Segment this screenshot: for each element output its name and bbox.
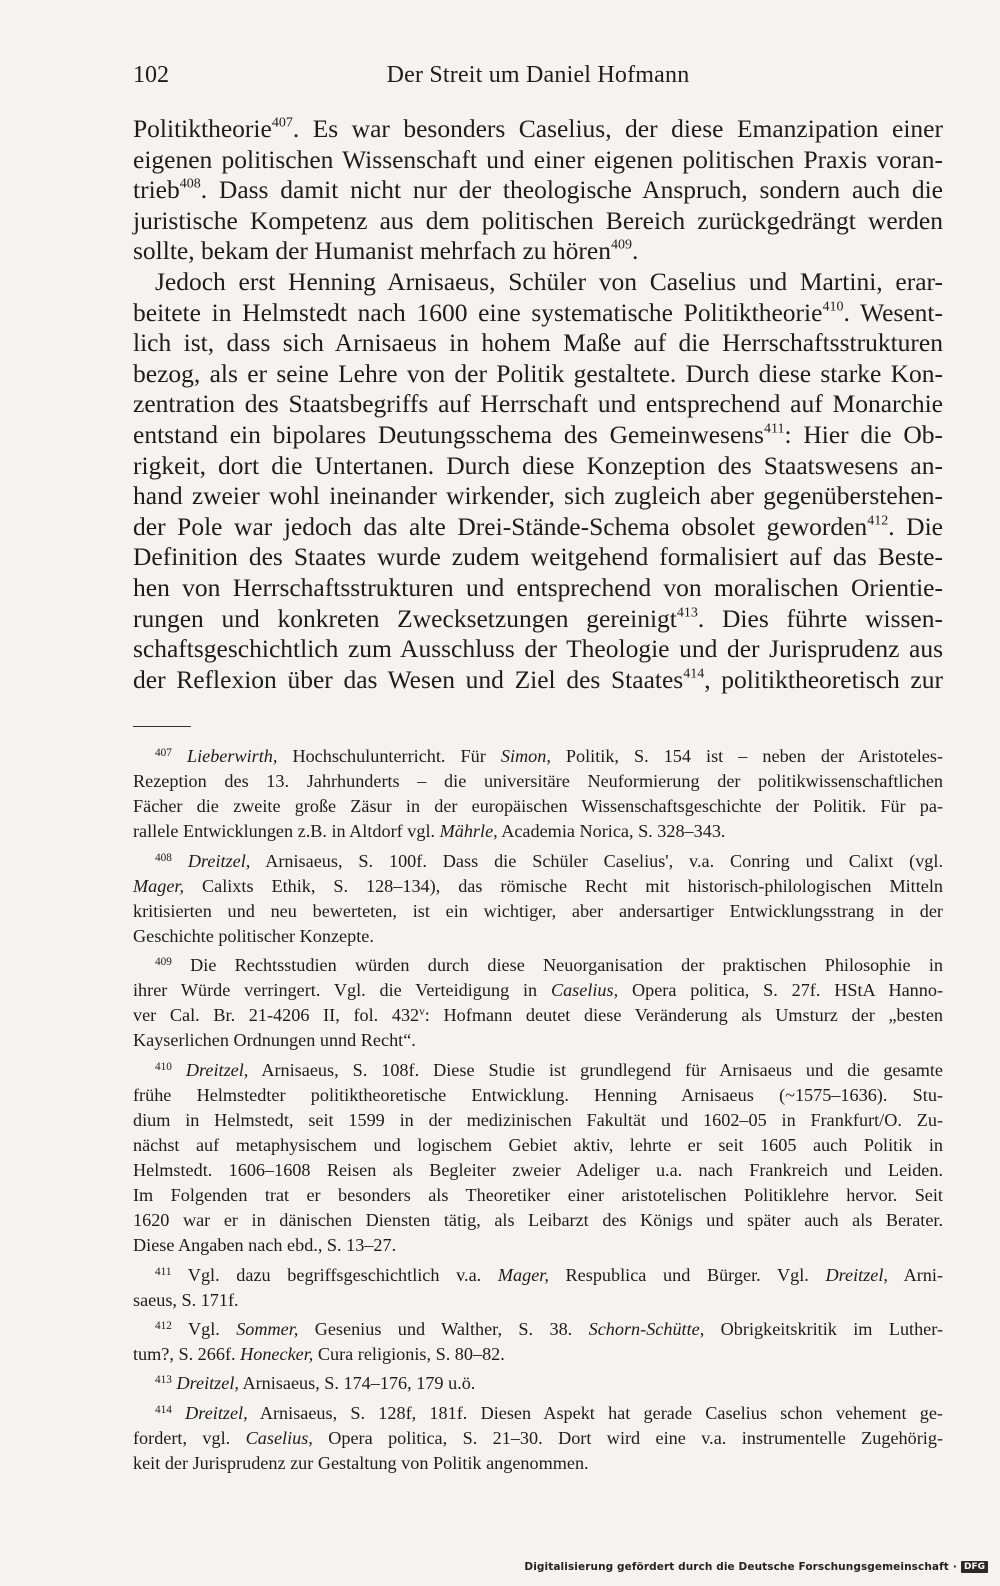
footnote-line: nächst auf metaphysischem und logischem Gebiet aktiv, lehrte er seit 1605 auch Politik in: [133, 1134, 943, 1155]
body-line: eigenen politischen Wissenschaft und einer eigenen politischen Praxis voran-: [133, 144, 943, 174]
author-name: Schorn-Schütte,: [588, 1319, 705, 1339]
body-line: entstand ein bipolares Deutungsschema des Gemeinwesens$^{411}$: Hier die Ob-: [133, 419, 943, 449]
body-line: bezog, als er seine Lehre von der Politik gestaltete. Durch diese starke Kon-: [133, 358, 943, 388]
body-line: rungen und konkreten Zwecksetzungen gereinigt$^{413}$. Dies führte wissen-: [133, 603, 943, 633]
body-line: beitete in Helmstedt nach 1600 eine systematische Politiktheorie$^{410}$. Wesent-: [133, 297, 943, 327]
footnote-marker: 412: [867, 513, 889, 529]
footnote-separator: [133, 726, 191, 727]
running-head: Der Streit um Daniel Hofmann: [386, 62, 690, 88]
footnote-line: 1620 war er in dänischen Diensten tätig, als Leibarzt des Königs und später auch als Berater.: [133, 1210, 943, 1231]
footnote-line: Diese Angaben nach ebd., S. 13–27.: [133, 1235, 397, 1256]
dfg-footer: [524, 1558, 988, 1576]
footnote-line: $^{414}$ Dreitzel, Arnisaeus, S. 128f, 181f. Diesen Aspekt hat gerade Caselius schon vehement ge-: [155, 1402, 943, 1423]
footnote-number: 414: [155, 1403, 172, 1416]
footnote-line: $^{412}$ Vgl. Sommer, Gesenius und Walther, S. 38. Schorn-Schütte, Obrigkeitskritik im Luther-: [155, 1319, 944, 1339]
footnote-line: $^{410}$ Dreitzel, Arnisaeus, S. 108f. Diese Studie ist grundlegend für Arnisaeus und die gesamte: [155, 1059, 943, 1080]
footnote-line: tum?, S. 266f. Honecker, Cura religionis, S. 80–82.: [133, 1344, 505, 1365]
dfg-separator: ·: [952, 1561, 957, 1573]
page-number: 102: [133, 62, 169, 88]
footnote-line: saeus, S. 171f.: [133, 1289, 239, 1310]
body-line: lich ist, dass sich Arnisaeus in hohem Maße auf die Herrschaftsstrukturen: [133, 328, 943, 358]
body-line: sollte, bekam der Humanist mehrfach zu hören$^{409}$.: [133, 236, 639, 266]
footnote-marker: 411: [763, 421, 785, 437]
footnote-number: 412: [155, 1319, 172, 1332]
footnotes: [133, 744, 943, 1476]
body-line: trieb$^{408}$. Dass damit nicht nur der theologische Anspruch, sondern auch die: [133, 175, 943, 205]
footnote-line: keit der Jurisprudenz zur Gestaltung von Politik angenommen.: [133, 1452, 589, 1473]
body-line: Jedoch erst Henning Arnisaeus, Schüler von Caselius und Martini, erar-: [155, 266, 943, 296]
footnote-line: Fächer die zweite große Zäsur in der europäischen Wissenschaftsgeschichte der Politik. Für pa-: [133, 796, 943, 817]
author-name: Lieberwirth,: [186, 746, 278, 766]
footnote-line: rallele Entwicklungen z.B. in Altdorf vgl. Mährle, Academia Norica, S. 328–343.: [133, 821, 726, 842]
author-name: Dreitzel,: [187, 850, 251, 871]
body-line: Definition des Staates wurde zudem weitgehend formalisiert auf das Beste-: [133, 542, 943, 572]
footnote-line: kritisierten und neu bewerteten, ist ein wichtiger, aber andersartiger Entwicklungsstrang in der: [133, 900, 943, 921]
author-name: Mager,: [133, 875, 185, 896]
author-name: Simon,: [500, 746, 551, 766]
footnote-line: Im Folgenden trat er besonders als Theoretiker einer aristotelischen Politiklehre hervor. Seit: [133, 1185, 943, 1206]
footnote-marker: 414: [683, 666, 705, 682]
footnote-line: Mager, Calixts Ethik, S. 128–134), das römische Recht mit historisch-philologischen Mitteln: [133, 875, 943, 896]
footnote-line: Geschichte politischer Konzepte.: [133, 925, 374, 946]
author-name: Sommer,: [236, 1319, 299, 1339]
footnote-line: ver Cal. Br. 21-4206 II, fol. 432$^v$: Hofmann deutet diese Veränderung als Umsturz der „besten: [133, 1005, 943, 1026]
author-name: Dreitzel,: [176, 1373, 239, 1394]
footnote-line: $^{407}$ Lieberwirth, Hochschulunterricht. Für Simon, Politik, S. 154 ist – neben der Aristoteles-: [155, 746, 943, 766]
author-name: Honecker,: [240, 1344, 314, 1365]
footnote-number: 408: [155, 851, 172, 864]
footnote-line: Kayserlichen Ordnungen unnd Recht“.: [133, 1030, 416, 1051]
footnote-line: Rezeption des 13. Jahrhunderts – die universitäre Neuformierung der politikwissenschaftlichen: [133, 771, 943, 792]
body-line: der Reflexion über das Wesen und Ziel des Staates$^{414}$, politiktheoretisch zur: [133, 664, 943, 694]
dfg-logo: DFG: [961, 1561, 988, 1573]
author-name: Caselius,: [550, 980, 619, 1001]
body-line: schaftsgeschichtlich zum Ausschluss der Theologie und der Jurisprudenz aus: [133, 634, 943, 664]
author-name: Dreitzel,: [825, 1264, 888, 1285]
body-line: der Pole war jedoch das alte Drei-Stände-Schema obsolet geworden$^{412}$. Die: [133, 511, 943, 541]
body-line: zentration des Staatsbegriffs auf Herrschaft und entsprechend auf Monarchie: [133, 389, 943, 419]
footnote-line: $^{409}$ Die Rechtsstudien würden durch diese Neuorganisation der praktischen Philosophie in: [155, 955, 943, 976]
footnote-marker: 407: [271, 115, 293, 131]
author-name: Mager,: [497, 1264, 549, 1285]
footnote-line: $^{413}$ Dreitzel, Arnisaeus, S. 174–176, 179 u.ö.: [155, 1373, 476, 1394]
footnote-marker: 413: [676, 604, 698, 620]
footnote-line: frühe Helmstedter politiktheoretische Entwicklung. Henning Arnisaeus (~1575–1636). Stu-: [133, 1084, 943, 1105]
author-name: Mährle,: [439, 821, 498, 842]
footnote-line: dium in Helmstedt, seit 1599 in der medizinischen Fakultät und 1602–05 in Frankfurt/O. Zu-: [133, 1109, 943, 1130]
author-name: Caselius,: [245, 1427, 313, 1448]
footnote-number: 413: [155, 1374, 172, 1387]
author-name: Dreitzel,: [185, 1059, 249, 1080]
footnote-number: 411: [155, 1265, 172, 1278]
footnote-marker: 408: [179, 176, 201, 192]
body-line: hen von Herrschaftsstrukturen und entsprechend von moralischen Orientie-: [133, 572, 943, 602]
footnote-number: 407: [155, 746, 172, 759]
footnote-number: v: [419, 1006, 425, 1019]
body-line: hand zweier wohl ineinander wirkender, sich zugleich aber gegenüberstehen-: [133, 481, 943, 511]
footnote-line: $^{408}$ Dreitzel, Arnisaeus, S. 100f. Dass die Schüler Caselius', v.a. Conring und Calixt (vgl.: [155, 850, 943, 871]
page-header: [133, 62, 943, 96]
footnote-number: 409: [155, 955, 172, 968]
footnote-marker: 409: [610, 237, 632, 253]
footnote-line: ihrer Würde verringert. Vgl. die Verteidigung in Caselius, Opera politica, S. 27f. HStA Hanno-: [133, 980, 944, 1001]
dfg-credit: Digitalisierung gefördert durch die Deutsche Forschungsgemeinschaft: [524, 1561, 949, 1573]
body-line: Politiktheorie$^{407}$. Es war besonders Caselius, der diese Emanzipation einer: [133, 114, 943, 143]
footnote-line: $^{411}$ Vgl. dazu begriffsgeschichtlich v.a. Mager, Respublica und Bürger. Vgl. Dreitzel, Arni-: [155, 1264, 943, 1285]
author-name: Dreitzel,: [185, 1402, 248, 1423]
body-text: [133, 114, 943, 695]
footnote-marker: 410: [822, 299, 844, 315]
footnote-line: fordert, vgl. Caselius, Opera politica, S. 21–30. Dort wird eine v.a. instrumentelle Zugehörig-: [133, 1427, 943, 1448]
footnote-line: Helmstedt. 1606–1608 Reisen als Begleiter zweier Adeliger u.a. nach Frankreich und Leiden.: [133, 1160, 943, 1181]
footnote-number: 410: [155, 1060, 172, 1073]
body-line: rigkeit, dort die Untertanen. Durch diese Konzeption des Staatswesens an-: [133, 450, 943, 480]
body-line: juristische Kompetenz aus dem politischen Bereich zurückgedrängt werden: [133, 205, 943, 235]
